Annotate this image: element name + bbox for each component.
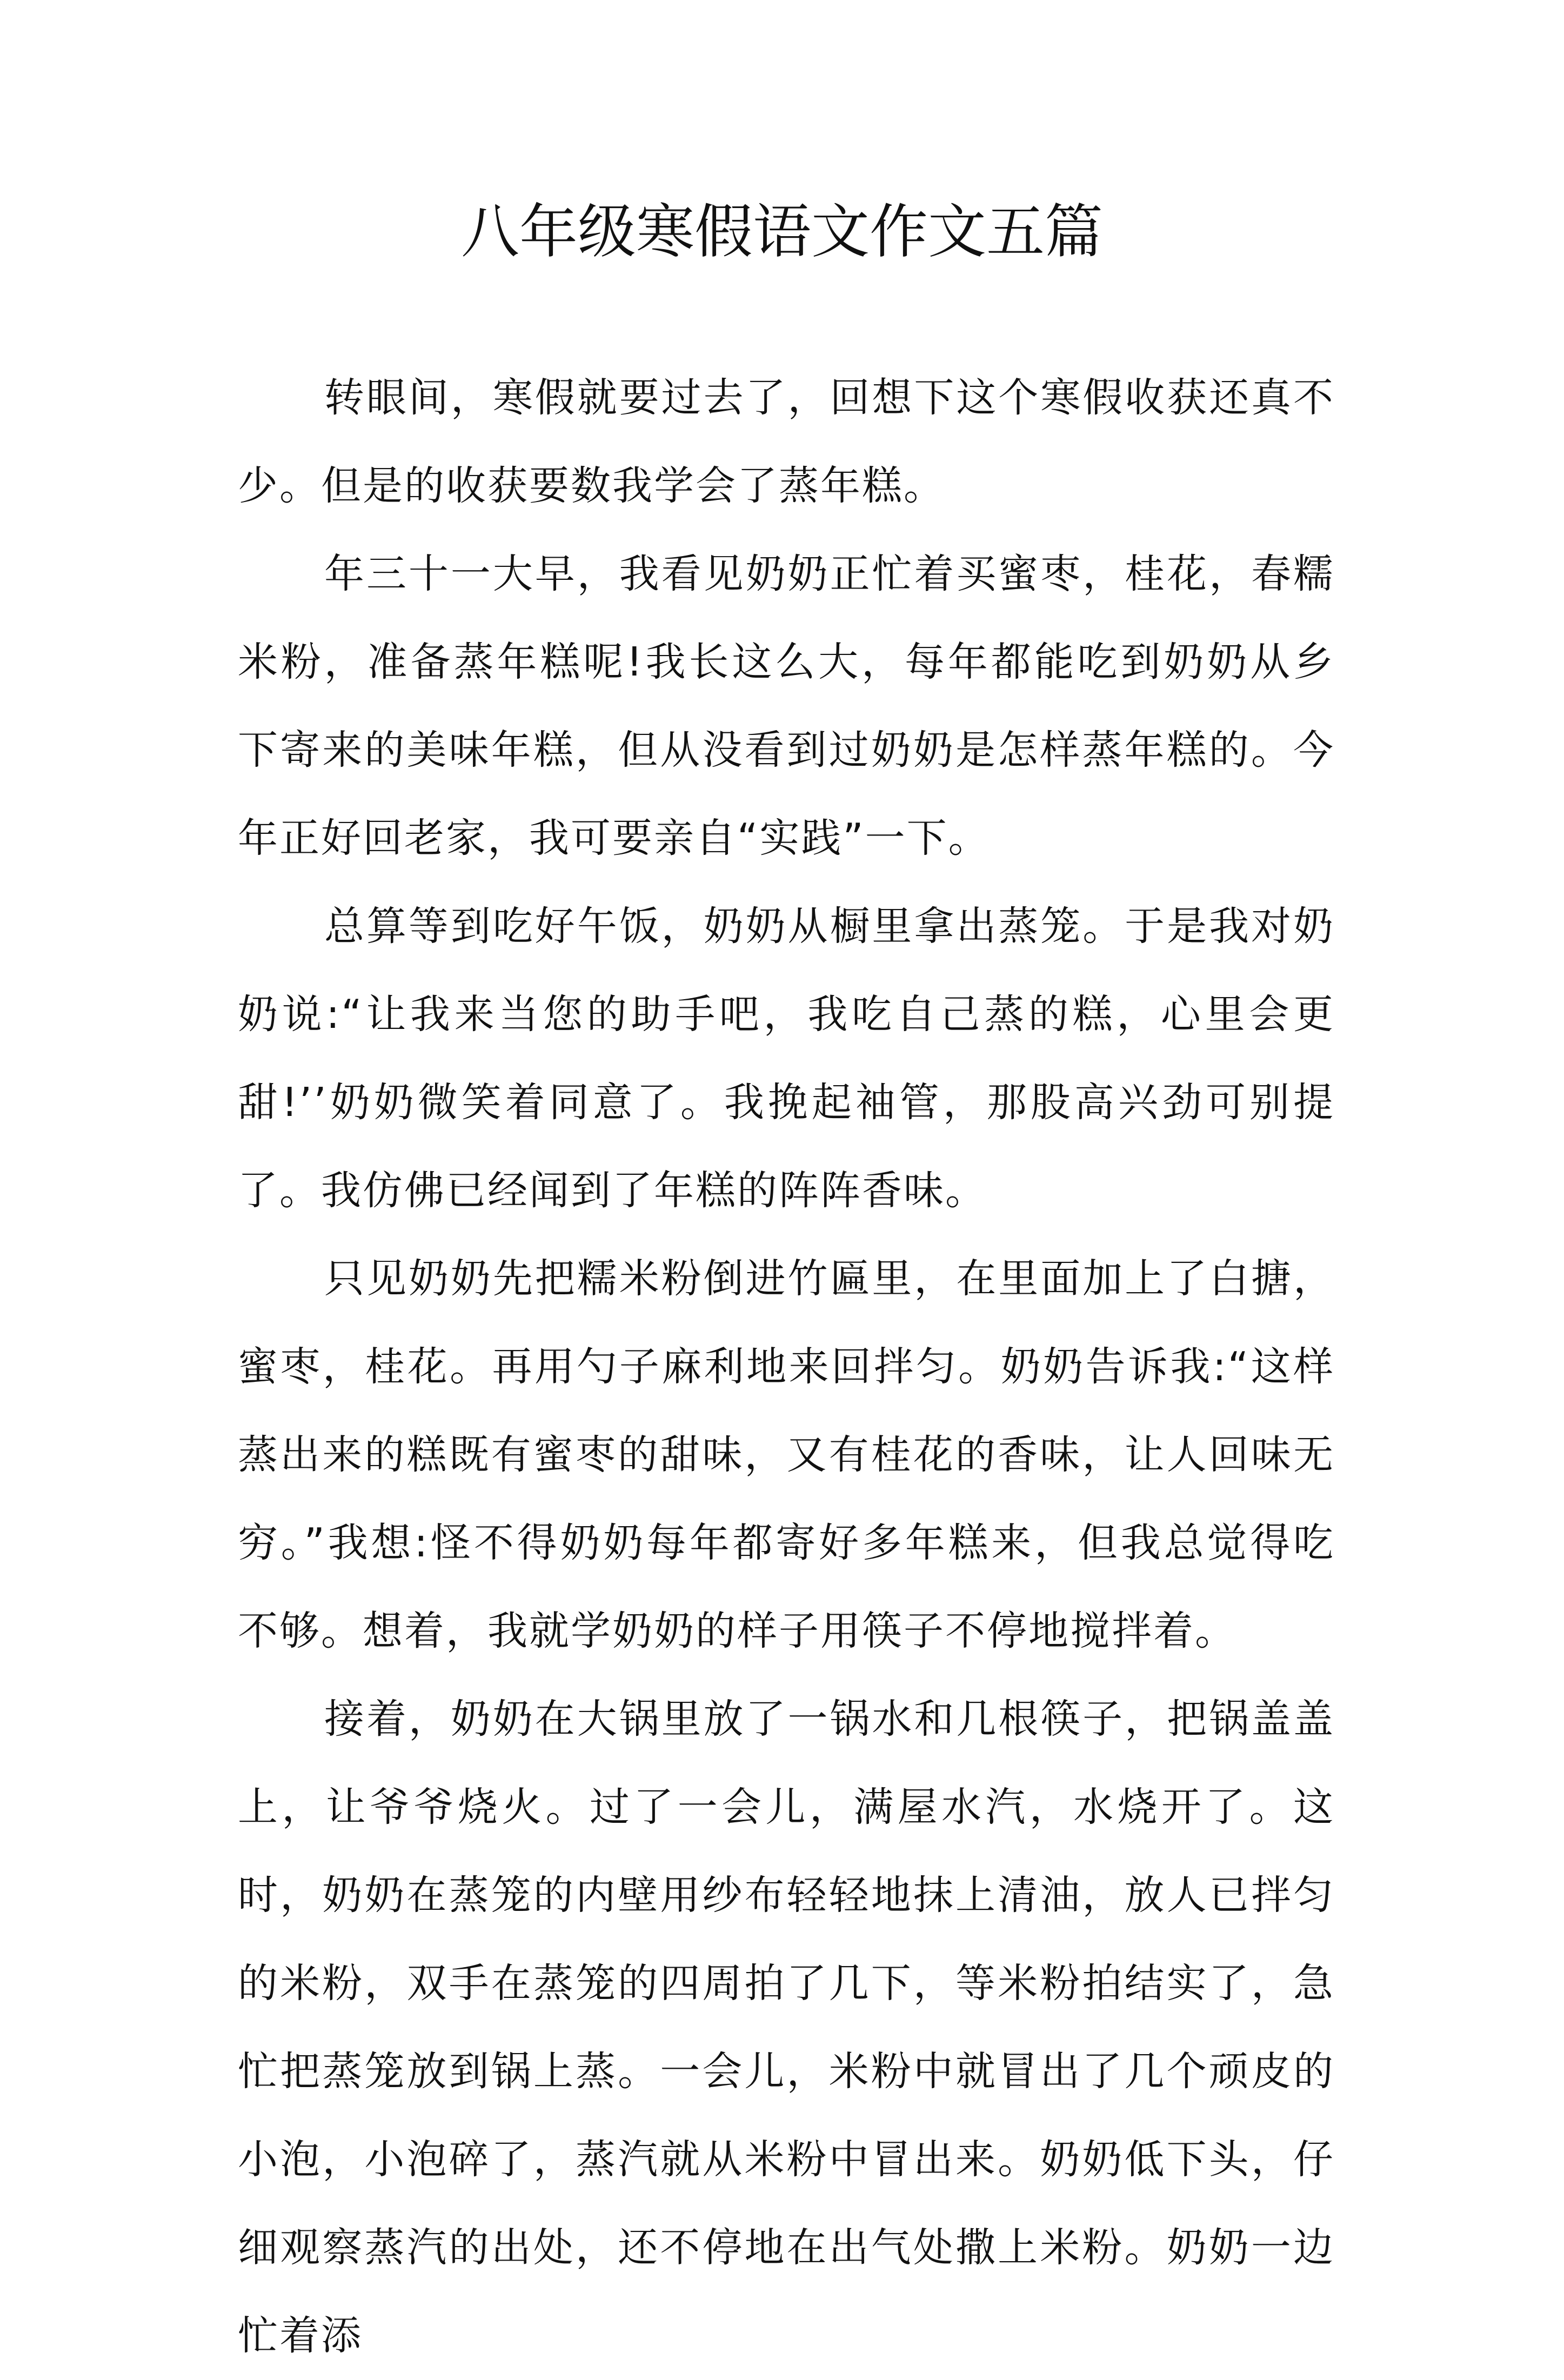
document-title: 八年级寒假语文作文五篇 (460, 198, 1103, 266)
paragraph: 总算等到吃好午饭，奶奶从橱里拿出蒸笼。于是我对奶奶说:“让我来当您的助手吧，我吃自己蒸的糕，心里会更甜!’’奶奶微笑着同意了。我挽起袖管，那股高兴劲可别提了。我仿佛已经闻到了年糕的阵阵香味。 (238, 903, 1335, 1214)
paragraph: 只见奶奶先把糯米粉倒进竹匾里，在里面加上了白搪，蜜枣，桂花。再用勺子麻利地来回拌匀。奶奶告诉我:“这样蒸出来的糕既有蜜枣的甜味，又有桂花的香味，让人回味无穷。”我想:怪不得奶奶每年都寄好多年糕来，但我总觉得吃不够。想着，我就学奶奶的样子用筷子不停地搅拌着。 (238, 1255, 1335, 1654)
paragraph: 年三十一大早，我看见奶奶正忙着买蜜枣，桂花，春糯米粉，准备蒸年糕呢!我长这么大，每年都能吃到奶奶从乡下寄来的美味年糕，但从没看到过奶奶是怎样蒸年糕的。今年正好回老家，我可要亲自“实践”一下。 (238, 551, 1335, 861)
paragraph: 转眼间，寒假就要过去了，回想下这个寒假收获还真不少。但是的收获要数我学会了蒸年糕。 (238, 375, 1335, 509)
document-body (238, 354, 1335, 2380)
paragraph: 接着，奶奶在大锅里放了一锅水和几根筷子，把锅盖盖上，让爷爷烧火。过了一会儿，满屋水汽，水烧开了。这时，奶奶在蒸笼的内壁用纱布轻轻地抹上清油，放人已拌匀的米粉，双手在蒸笼的四周拍了几下，等米粉拍结实了，急忙把蒸笼放到锅上蒸。一会儿，米粉中就冒出了几个顽皮的小泡，小泡碎了，蒸汽就从米粉中冒出来。奶奶低下头，仔细观察蒸汽的出处，还不停地在出气处撒上米粉。奶奶一边忙着添 (238, 1696, 1335, 2359)
